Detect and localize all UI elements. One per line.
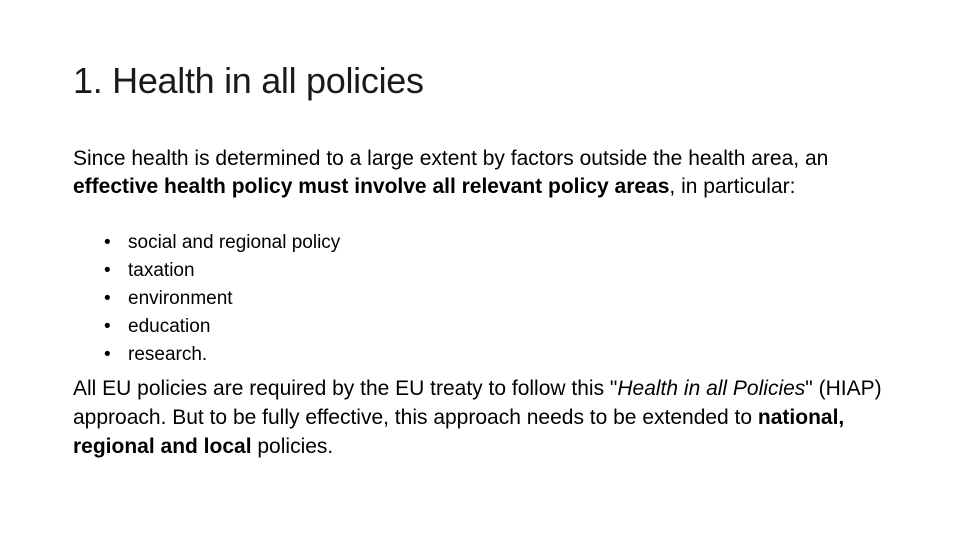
list-item — [73, 229, 340, 257]
list-item-label: taxation — [128, 260, 195, 281]
intro-text-start: Since health is determined to a large extent by factors outside the health area, an — [73, 147, 829, 170]
list-item-label: environment — [128, 288, 233, 309]
closing-text-middle: " (HIAP) approach. But to be fully effective, this approach needs to be extended to — [73, 377, 882, 429]
list-item-label: education — [128, 316, 211, 337]
closing-emphasis: national, regional and local — [73, 406, 845, 458]
closing-text-end: policies. — [251, 435, 334, 458]
intro-paragraph — [73, 145, 893, 201]
list-item — [73, 341, 340, 369]
bullet-icon: • — [104, 260, 111, 281]
bullet-icon: • — [104, 344, 111, 365]
list-item-label: research. — [128, 344, 208, 365]
closing-italic: Health in all Policies — [617, 377, 806, 400]
bullet-icon: • — [104, 232, 111, 253]
closing-paragraph — [73, 374, 903, 461]
bullet-icon: • — [104, 288, 111, 309]
list-item — [73, 285, 340, 313]
list-item — [73, 257, 340, 285]
closing-text-start: All EU policies are required by the EU treaty to follow this " — [73, 377, 618, 400]
bullet-icon: • — [104, 316, 111, 337]
list-item — [73, 313, 340, 341]
slide-title: 1. Health in all policies — [73, 60, 424, 101]
intro-emphasis: effective health policy must involve all relevant policy areas — [73, 175, 670, 198]
intro-text-end: , in particular: — [669, 175, 796, 198]
list-item-label: social and regional policy — [128, 232, 341, 253]
policy-area-list — [73, 229, 340, 369]
